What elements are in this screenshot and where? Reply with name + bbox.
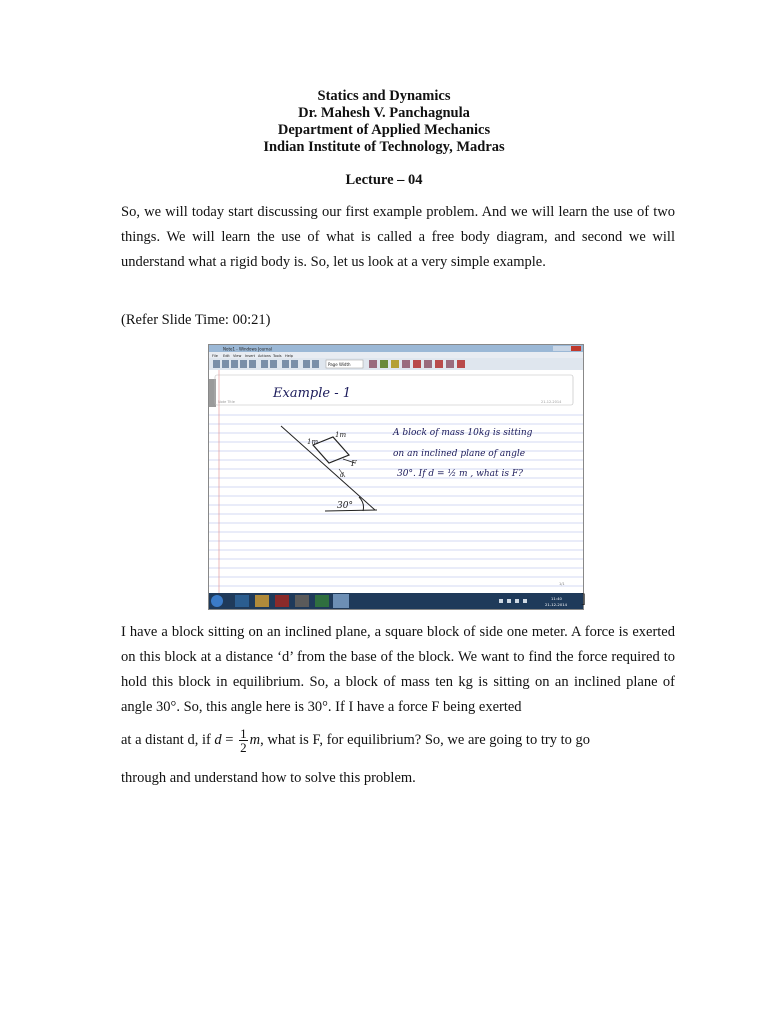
department-name: Department of Applied Mechanics	[277, 122, 491, 138]
eq-equals: =	[221, 731, 238, 748]
refer-slide-time: (Refer Slide Time: 00:21)	[121, 312, 271, 328]
example-heading: Example - 1	[273, 386, 351, 401]
top-label: 1m	[335, 431, 347, 439]
eq-fraction	[239, 727, 248, 754]
slide-screenshot	[208, 344, 584, 610]
svg-text:Help: Help	[285, 353, 293, 358]
close-icon	[571, 346, 581, 351]
svg-text:Insert: Insert	[245, 353, 256, 358]
note-page	[209, 370, 583, 593]
svg-text:Actions: Actions	[258, 353, 271, 358]
eq-before: at a distant d, if	[121, 731, 215, 748]
pen-tools	[369, 360, 465, 368]
angle-label: 30°	[337, 501, 353, 511]
eq-variable: d	[214, 731, 222, 748]
force-label: F	[351, 459, 357, 468]
explanation-paragraph: I have a block sitting on an inclined plane, a square block of side one meter. A force is exerted on this block at a distance ‘d’ from the base of the block. We want to find the force required to hold this block in equilibrium. So, a block of mass ten kg is sitting on an inclined plane of angle 30°. So, this angle here is 30°. If I have a force F being exerted	[121, 624, 675, 715]
closing-bracket: ]	[581, 592, 586, 607]
toolbar-icons	[213, 360, 319, 368]
institute-name: Indian Institute of Technology, Madras	[263, 139, 505, 155]
problem-line-2: on an inclined plane of angle	[393, 449, 526, 459]
course-title: Statics and Dynamics	[317, 88, 451, 104]
start-button	[211, 595, 223, 607]
equation-line	[121, 727, 675, 754]
lecture-number: Lecture – 04	[345, 172, 423, 188]
svg-text:Edit: Edit	[223, 353, 230, 358]
note-date: 21-12-2014	[541, 400, 562, 404]
fraction-numerator: 1	[240, 726, 247, 741]
svg-text:Tools: Tools	[273, 353, 282, 358]
page-indicator: 1/1	[559, 582, 565, 586]
d-label: d	[340, 472, 344, 479]
svg-text:View: View	[233, 353, 242, 358]
window-title: Note1 - Windows Journal	[223, 346, 272, 352]
intro-paragraph: So, we will today start discussing our first example problem. And we will learn the use of two things. We will learn the use of what is called a free body diagram, and second we will understand what a rigid body is. So, let us look at a very simple example.	[121, 204, 675, 270]
zoom-label: Page Width	[328, 362, 351, 367]
eq-unit: m	[249, 731, 261, 748]
menu-bar	[212, 354, 294, 358]
problem-line-1: A block of mass 10kg is sitting	[393, 428, 533, 438]
side-label: 1m	[307, 438, 319, 446]
note-title-label: Note Title	[218, 400, 235, 404]
closing-paragraph: through and understand how to solve this problem.	[121, 770, 416, 786]
fraction-denominator: 2	[240, 740, 247, 755]
clock-time: 11:40	[551, 596, 562, 601]
clock-date: 21-12-2014	[545, 602, 568, 607]
svg-text:File: File	[212, 353, 218, 358]
problem-line-3: 30°. If d = ½ m , what is F?	[397, 469, 523, 479]
author-name: Dr. Mahesh V. Panchagnula	[298, 105, 470, 121]
eq-after: , what is F, for equilibrium? So, we are going to try to go	[260, 731, 590, 748]
lecture-header	[0, 88, 768, 156]
